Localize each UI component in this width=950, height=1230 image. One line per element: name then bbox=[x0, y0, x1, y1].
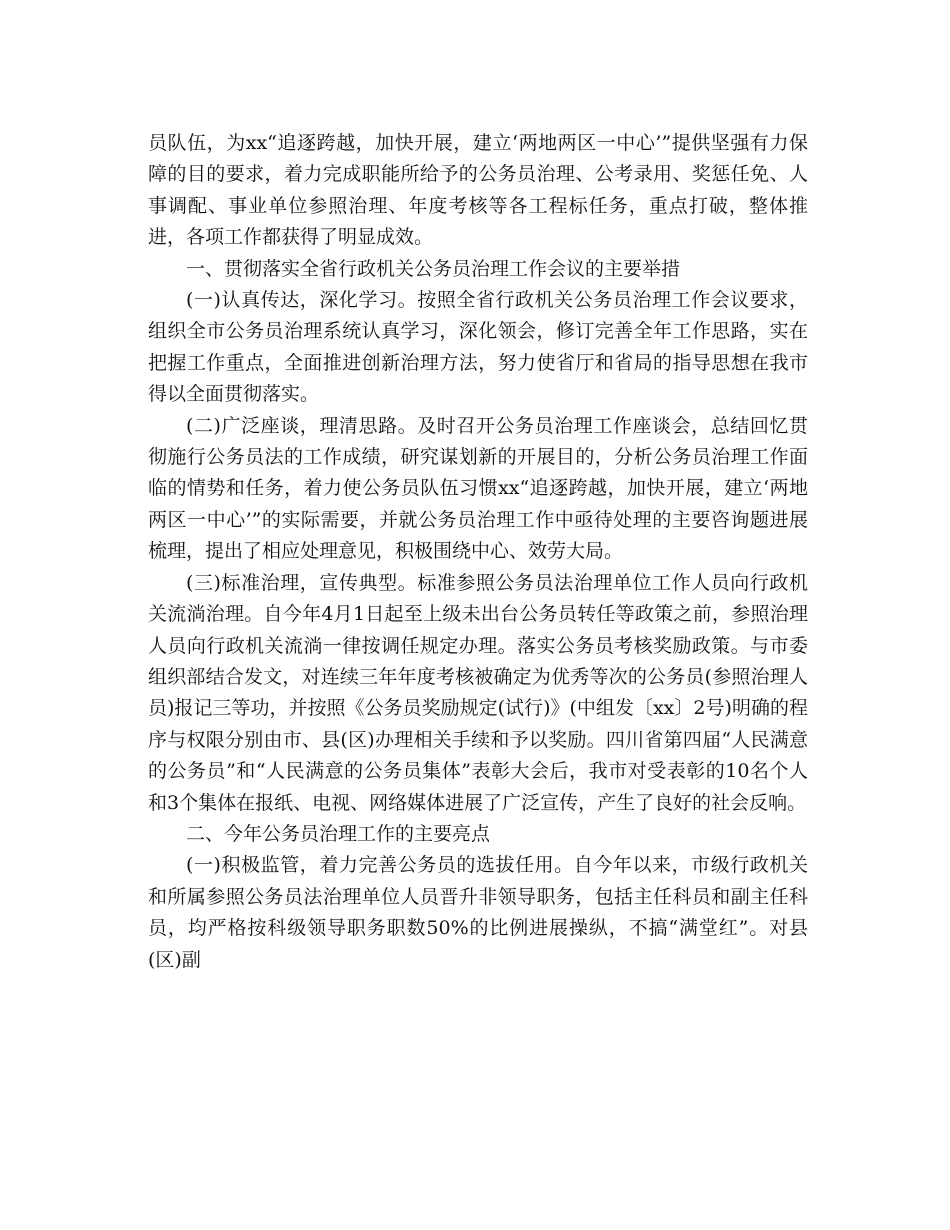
document-body bbox=[148, 128, 808, 976]
section-heading-1: 一、贯彻落实全省行政机关公务员治理工作会议的主要举措 bbox=[186, 257, 681, 280]
section-heading-2: 二、今年公务员治理工作的主要亮点 bbox=[186, 822, 491, 845]
paragraph-forum: (二)广泛座谈，理清思路。及时召开公务员治理工作座谈会，总结回忆贯彻施行公务员法的工作成绩，研究谋划新的开展目的，分析公务员治理工作面临的情势和任务，着力使公务员队伍习惯xx“追逐跨越，加快开展，建立‘两地两区一中心’”的实际需要，并就公务员治理工作中亟待处理的主要咨询题进展梳理，提出了相应处理意见，积极围绕中心、效劳大局。 bbox=[148, 414, 808, 563]
paragraph-standard-management: (三)标准治理，宣传典型。标准参照公务员法治理单位工作人员向行政机关流淌治理。自今年4月1日起至上级未出台公务员转任等政策之前，参照治理人员向行政机关流淌一律按调任规定办理。落实公务员考核奖励政策。与市委组织部结合发文，对连续三年年度考核被确定为优秀等次的公务员(参照治理人员)报记三等功，并按照《公务员奖励规定(试行)》(中组发〔xx〕2号)明确的程序与权限分别由市、县(区)办理相关手续和予以奖励。四川省第四届“人民满意的公务员”和“人民满意的公务员集体”表彰大会后，我市对受表彰的10名个人和3个集体在报纸、电视、网络媒体进展了广泛宣传，产生了良好的社会反响。 bbox=[148, 571, 808, 814]
paragraph-continuation: 员队伍，为xx“追逐跨越，加快开展，建立‘两地两区一中心’”提供坚强有力保障的目的要求，着力完成职能所给予的公务员治理、公考录用、奖惩任免、人事调配、事业单位参照治理、年度考核等各工程标任务，重点打破，整体推进，各项工作都获得了明显成效。 bbox=[148, 132, 808, 249]
paragraph-supervision: (一)积极监管，着力完善公务员的选拔任用。自今年以来，市级行政机关和所属参照公务员法治理单位人员晋升非领导职务，包括主任科员和副主任科员，均严格按科级领导职务职数50%的比例进展操纵，不搞“满堂红”。对县(区)副 bbox=[148, 854, 808, 971]
paragraph-study: (一)认真传达，深化学习。按照全省行政机关公务员治理工作会议要求，组织全市公务员治理系统认真学习，深化领会，修订完善全年工作思路，实在把握工作重点，全面推进创新治理方法，努力使省厅和省局的指导思想在我市得以全面贯彻落实。 bbox=[148, 289, 808, 406]
